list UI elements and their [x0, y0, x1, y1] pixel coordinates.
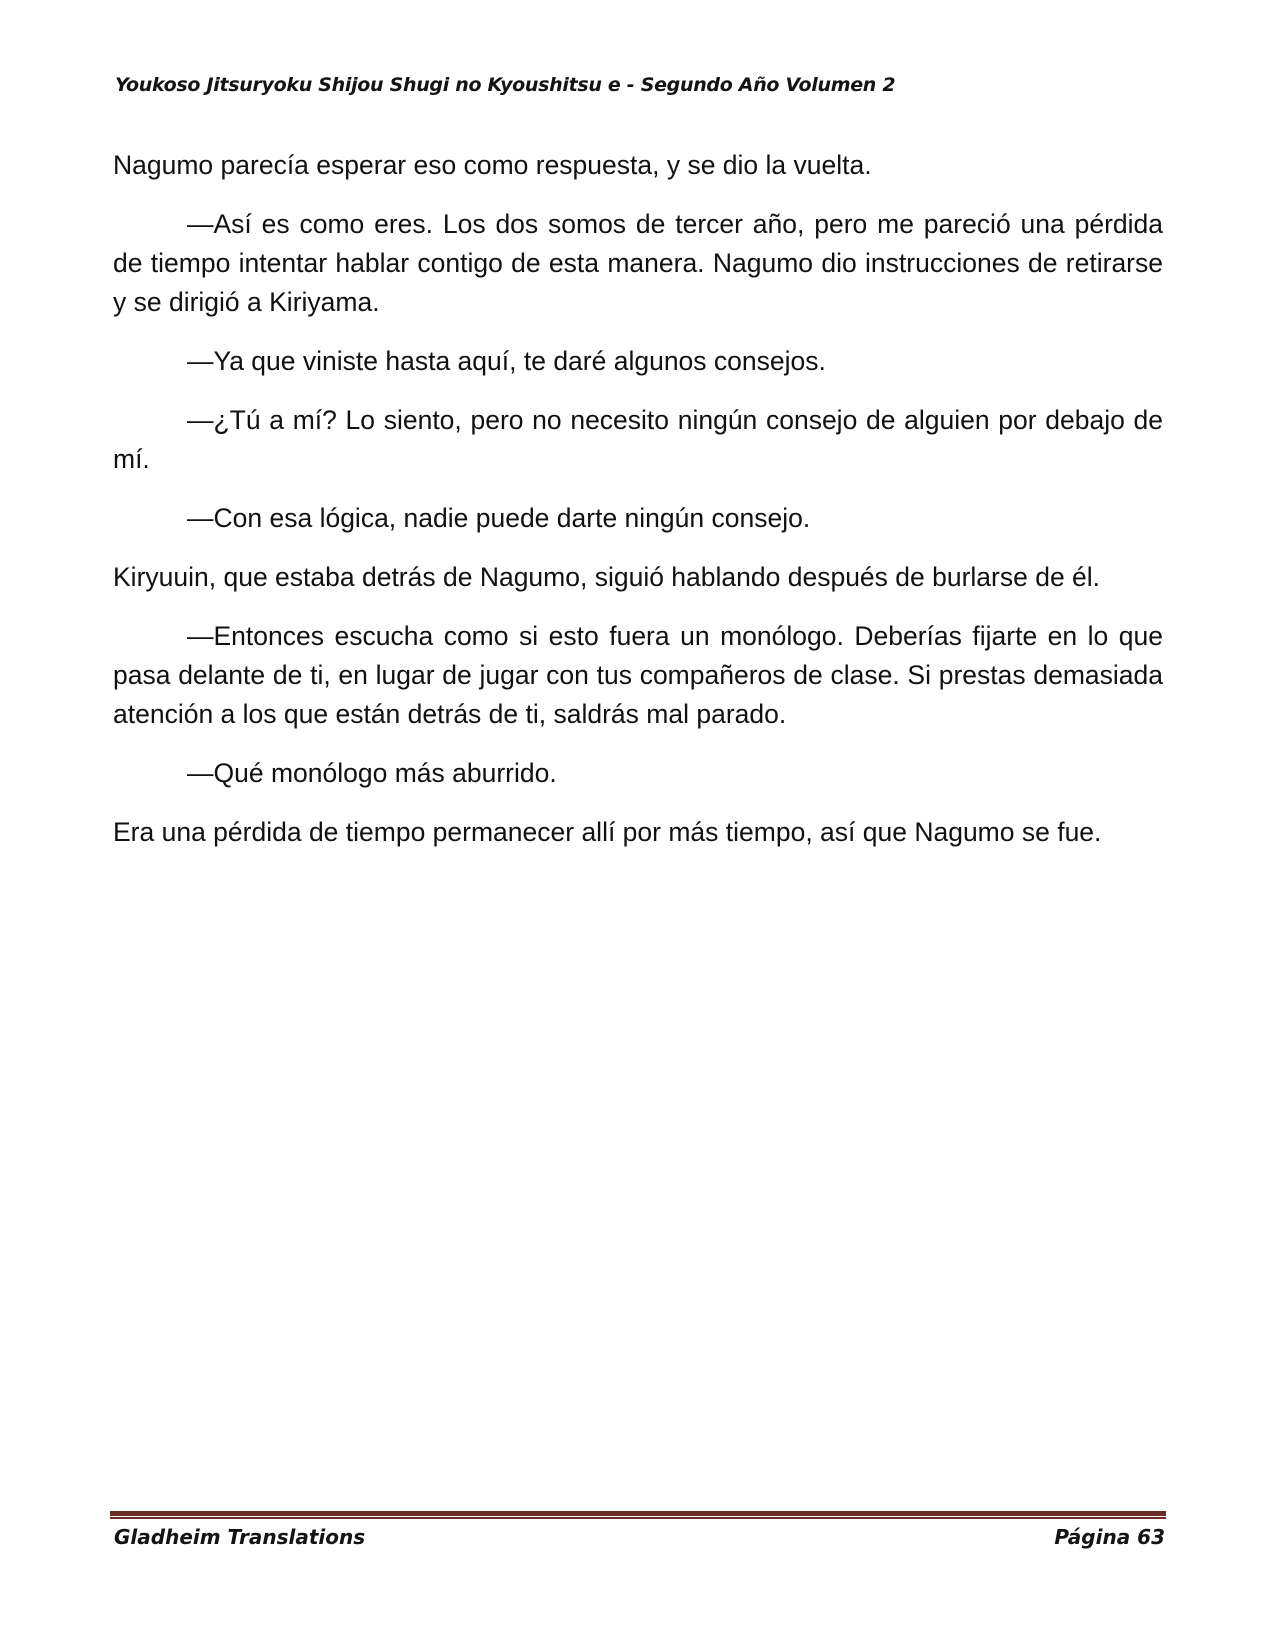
paragraph-dialog: —Con esa lógica, nadie puede darte ningún consejo.	[187, 503, 811, 533]
footer-rule-thin-line	[110, 1517, 1166, 1519]
footer-rule	[110, 1511, 1166, 1519]
paragraph-narration: Kiryuuin, que estaba detrás de Nagumo, siguió hablando después de burlarse de él.	[113, 562, 1101, 592]
paragraph-dialog: —¿Tú a mí? Lo siento, pero no necesito ningún consejo de alguien por debajo de mí.	[113, 405, 1163, 474]
paragraph-narration: Era una pérdida de tiempo permanecer allí por más tiempo, así que Nagumo se fue.	[113, 817, 1102, 847]
paragraph-narration: Nagumo parecía esperar eso como respuesta, y se dio la vuelta.	[113, 150, 872, 180]
paragraph-dialog: —Qué monólogo más aburrido.	[187, 758, 557, 788]
paragraph-dialog: —Así es como eres. Los dos somos de tercer año, pero me pareció una pérdida de tiempo intentar hablar contigo de esta manera. Nagumo dio instrucciones de retirarse y se dirigió a Kiriyama.	[113, 209, 1163, 317]
page-number: Página 63	[1054, 1525, 1165, 1549]
body-text	[113, 146, 1163, 872]
footer-credit: Gladheim Translations	[114, 1525, 366, 1549]
paragraph-dialog: —Ya que viniste hasta aquí, te daré algunos consejos.	[187, 346, 826, 376]
footer-rule-thick-line	[110, 1511, 1166, 1516]
running-header-title: Youkoso Jitsuryoku Shijou Shugi no Kyoushitsu e - Segundo Año Volumen 2	[115, 74, 896, 96]
paragraph-dialog: —Entonces escucha como si esto fuera un monólogo. Deberías fijarte en lo que pasa delante de ti, en lugar de jugar con tus compañeros de clase. Si prestas demasiada atención a los que están detrás de ti, saldrás mal parado.	[113, 621, 1163, 729]
